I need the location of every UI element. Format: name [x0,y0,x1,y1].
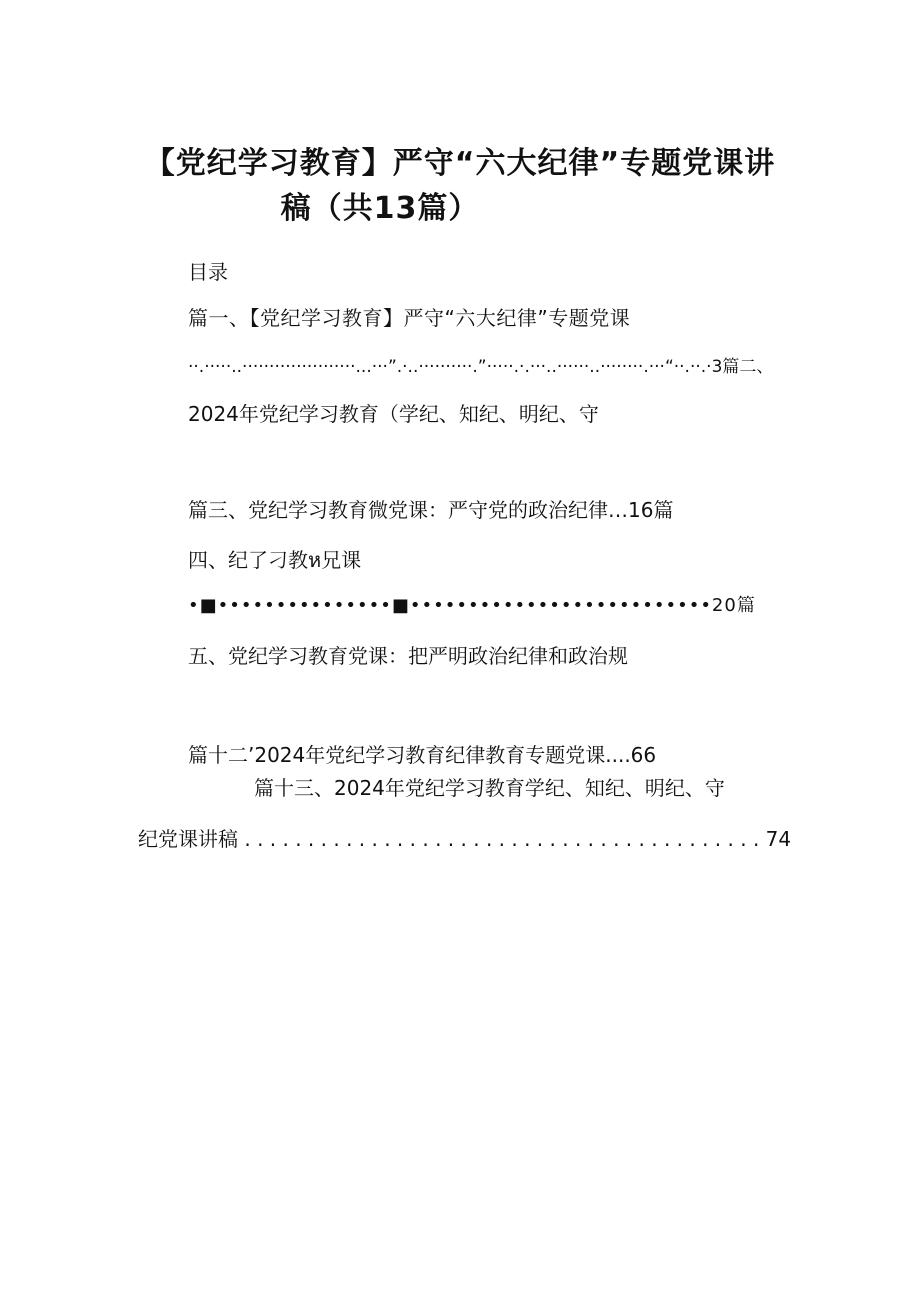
document-title-line-2: 稿（共13篇） [280,191,480,226]
toc-entry-5: 五、党纪学习教育党课：把严明政治纪律和政治规 [188,644,628,668]
toc-entry-4: 四、纪了刁教ห兄课 [188,548,362,572]
toc-heading: 目录 [188,260,228,284]
toc-entry-13-continued: 纪党课讲稿 . . . . . . . . . . . . . . . . . . . . . . . . . . . . . . . . . . . . . . . . . 74 [138,827,792,851]
toc-entry-2: 2024年党纪学习教育（学纪、知纪、明纪、守 [188,402,599,426]
toc-entry-3: 篇三、党纪学习教育微党课：严守党的政治纪律…16篇 [188,498,674,522]
toc-entry-4-leader: •■•••••••••••••••■••••••••••••••••••••••••••20篇 [188,595,756,616]
toc-entry-12: 篇十二’2024年党纪学习教育纪律教育专题党课....66 [188,743,657,767]
document-title-line-1: 【党纪学习教育】严守“六大纪律”专题党课讲 [144,146,776,181]
toc-entry-13: 篇十三、2024年党纪学习教育学纪、知纪、明纪、守 [254,776,725,800]
toc-entry-1-leader: ··.·····..·····················...···”.·..··········.”·····.·.···..······..········.···“··.··.·3篇二、 [188,357,774,377]
toc-entry-1: 篇一、【党纪学习教育】严守“六大纪律”专题党课 [188,306,631,330]
